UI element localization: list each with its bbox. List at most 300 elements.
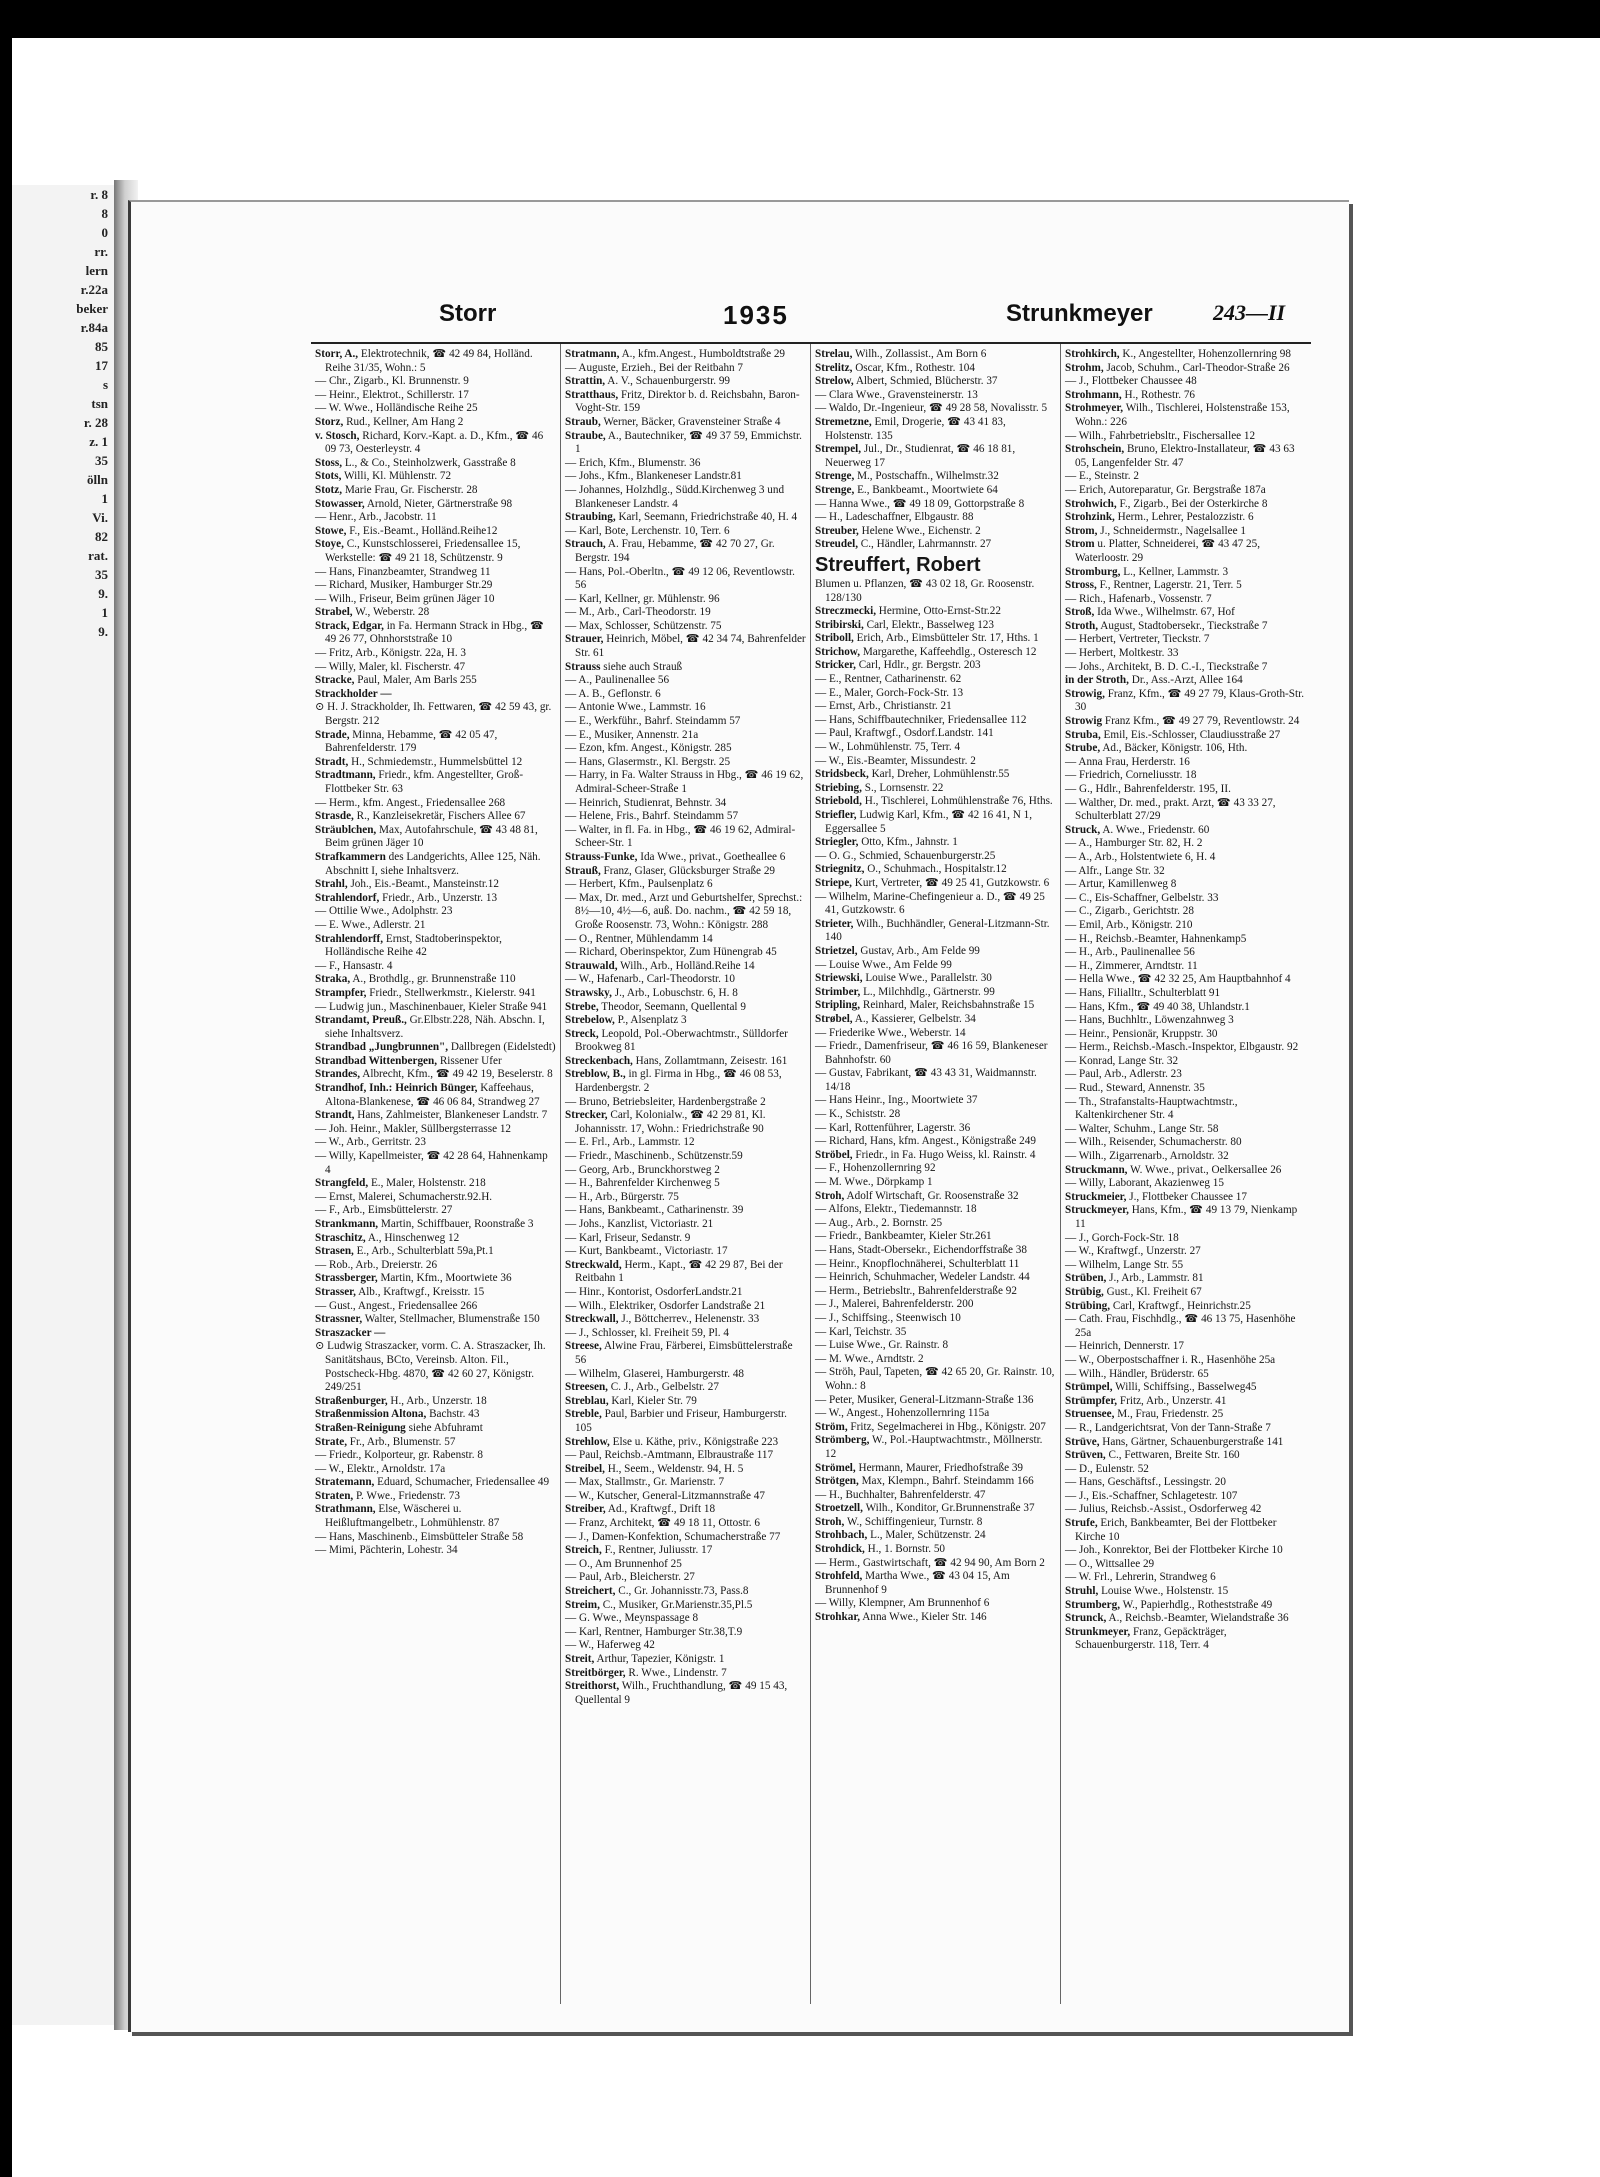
entry-text: — Friederike Wwe., Weberstr. 14 [815,1026,966,1039]
directory-entry [815,1312,1056,1326]
directory-entry [315,973,556,987]
entry-text: — Hans, Bankbeamt., Catharinenstr. 39 [565,1204,744,1217]
directory-entry [1065,566,1307,580]
entry-name: Strehlow, [565,1435,610,1448]
directory-entry [565,933,806,947]
entry-text: — Cath. Frau, Fischhdlg., ☎ 46 13 75, Hasenhöhe 25a [1065,1313,1296,1339]
directory-entry [315,593,556,607]
directory-entry [815,1190,1056,1204]
directory-entry [815,1597,1056,1611]
entry-text: Reinhard, Maler, Reichsbahnstraße 15 [862,999,1035,1012]
entry-name: Stroth, [1065,619,1099,632]
entry-name: Strietzel, [815,944,858,957]
entry-name: Strohkar, [815,1611,861,1624]
entry-name: Strauer, [565,633,604,646]
entry-text: — Karl, Rottenführer, Lagerstr. 36 [815,1121,971,1134]
directory-entry [1065,824,1307,838]
directory-entry [815,836,1056,850]
entry-text: — Erich, Autoreparatur, Gr. Bergstraße 187a [1065,483,1266,496]
entry-name: Stracke, [315,674,355,687]
entry-text: W., Pol.-Hauptwachtmstr., Möllnerstr. 12 [825,1434,1043,1460]
entry-text: Elektrotechnik, ☎ 42 49 84, Holländ. Reihe 31/35, Wohn.: 5 [325,348,533,374]
directory-entry [565,1245,806,1259]
directory-entry [1065,362,1307,376]
entry-text: — H., Buchhalter, Bahrenfelderstr. 47 [815,1488,986,1501]
entry-name: Stoss, [315,456,343,469]
directory-entry [815,402,1056,416]
directory-entry [1065,1245,1307,1259]
entry-text: Willi, Schiffsing., Basselweg45 [1115,1381,1257,1394]
entry-text: A., Kassierer, Gelbelstr. 34 [854,1012,976,1025]
entry-text: — Wilh., Händler, Brüderstr. 65 [1065,1367,1209,1380]
directory-entry [565,1626,806,1640]
entry-text: siehe auch Strauß [603,660,683,673]
directory-entry [815,1407,1056,1421]
directory-entry [1065,647,1307,661]
entry-name: Strelau, [815,348,853,360]
directory-entry [315,1245,556,1259]
directory-entry [315,1191,556,1205]
entry-text: — Bruno, Betriebsleiter, Hardenbergstraße 2 [565,1095,766,1108]
directory-entry [1065,1503,1307,1517]
entry-text: in Fa. Hermann Strack in Hbg., ☎ 49 26 77, Ohnhorststraße 10 [325,619,544,646]
directory-entry [815,1434,1056,1461]
directory-entry [815,1394,1056,1408]
directory-entry [315,688,556,702]
entry-text: C., Musiker, Gr.Marienstr.35,Pl.5 [602,1598,753,1611]
directory-entry [315,525,556,539]
entry-name: Ström, [815,1420,848,1433]
directory-entry [1065,1558,1307,1572]
entry-name: Striboll, [815,632,854,645]
directory-entry [1065,1381,1307,1395]
entry-text: — H., Bahrenfelder Kirchenweg 5 [565,1177,720,1190]
directory-entry [565,1408,806,1435]
entry-text: P., Alsenplatz 3 [617,1014,687,1027]
entry-text: Fritz, Arb., Unzerstr. 41 [1119,1394,1227,1407]
directory-entry [565,1449,806,1463]
prev-page-fragment: 8 [101,206,108,221]
directory-entry [315,375,556,389]
directory-entry [815,578,1056,605]
entry-name: Straschitz, [315,1231,366,1244]
entry-text: — H., Ladeschaffner, Elbgaustr. 88 [815,511,974,524]
directory-entry [315,416,556,430]
directory-entry [565,1680,806,1707]
entry-text: A., Reichsb.-Beamter, Wielandstraße 36 [1108,1612,1289,1625]
entry-name: Streczmecki, [815,605,876,618]
directory-entry [565,348,806,362]
directory-entry [315,1395,556,1409]
prev-page-fragment: lern [85,263,108,278]
page-number: 243—II [1213,300,1286,325]
directory-entry [565,362,806,376]
entry-text: — Friedr., Damenfriseur, ☎ 46 16 59, Blankeneser Bahnhofstr. 60 [815,1040,1048,1066]
directory-entry [565,892,806,933]
directory-entry [315,1503,556,1530]
entry-text: — Th., Strafanstalts-Hauptwachtmstr., Kaltenkirchener Str. 4 [1065,1095,1238,1122]
entry-text: — F., Hansastr. 4 [315,959,393,972]
entry-text: A., kfm.Angest., Humboldtstraße 29 [621,348,786,360]
directory-entry [1065,1082,1307,1096]
directory-entry [315,1449,556,1463]
directory-entry [1065,1626,1307,1653]
directory-entry [1065,1150,1307,1164]
entry-name: Stratthaus, [565,388,619,401]
entry-text: — W., Oberpostschaffner i. R., Hasenhöhe 25a [1065,1353,1276,1366]
directory-entry [315,1232,556,1246]
entry-name: Strüven, [1065,1449,1106,1462]
entry-text: Alwine Frau, Färberei, Eimsbüttelerstraße 56 [575,1340,793,1366]
entry-text: — O., Wittsallee 29 [1065,1557,1155,1570]
entry-name: Strüben, [1065,1272,1107,1285]
entry-text: — Richard, Hans, kfm. Angest., Königstraße 249 [815,1135,1036,1148]
entry-text: Franz, Glaser, Glücksburger Straße 29 [603,864,776,877]
entry-name: Strohwich, [1065,497,1117,510]
directory-entry [315,389,556,403]
directory-entry [1065,1001,1307,1015]
directory-entry [1065,987,1307,1001]
entry-text: L., Milchhdlg., Gärtnerstr. 99 [863,985,995,998]
entry-text: — Johannes, Holzhdlg., Südd.Kirchenweg 3 und Blankeneser Landstr. 4 [565,483,785,510]
entry-name: Strafkammern [315,850,386,863]
entry-text: Helene Wwe., Eichenstr. 2 [861,524,981,537]
directory-entry [315,1286,556,1300]
entry-name: Strackholder — [315,687,392,700]
entry-text: Karl, Dreher, Lohmühlenstr.55 [871,768,1010,781]
entry-text: Hans, Zollamtmann, Zeisestr. 161 [635,1054,788,1067]
entry-text: Marie Frau, Gr. Fischerstr. 28 [344,483,478,496]
entry-text: — Emil, Arb., Königstr. 210 [1065,918,1193,931]
entry-text: — Johs., Kanzlist, Victoriastr. 21 [565,1218,714,1230]
entry-text: O., Schuhmach., Hospitalstr.12 [867,863,1007,876]
entry-text: Herm., Lehrer, Pestalozzistr. 6 [1117,511,1254,524]
entry-text: — Hans, Finanzbeamter, Strandweg 11 [315,565,491,578]
directory-entry [315,1313,556,1327]
directory-entry [815,1040,1056,1067]
directory-entry [815,850,1056,864]
entry-name: Strempel, [815,443,862,456]
entry-text: — Rob., Arb., Dreierstr. 26 [315,1258,438,1271]
entry-text: Eduard, Schumacher, Friedensallee 49 [377,1476,550,1489]
entry-name: Stratmann, [565,348,620,360]
directory-entry [565,661,806,675]
entry-text: — W., Arb., Gerritstr. 23 [315,1136,426,1149]
entry-name: Straub, [565,415,601,428]
entry-text: — G. Wwe., Meynspassage 8 [565,1612,699,1625]
directory-entry [1065,1300,1307,1314]
entry-text: — W., Kutscher, General-Litzmannstraße 47 [565,1489,765,1502]
directory-entry [1065,729,1307,743]
entry-text: Ludwig Karl, Kfm., ☎ 42 16 41, N 1, Eggersallee 5 [825,809,1033,835]
entry-text: F., Eis.-Beamt., Holländ.Reihe12 [349,524,498,537]
entry-name: Strumberg, [1065,1598,1120,1611]
directory-entry [565,1558,806,1572]
directory-entry [1065,633,1307,647]
prev-page-fragment: r. 8 [90,187,108,202]
entry-text: J., Arb., Lobuschstr. 6, H. 8 [614,986,738,999]
directory-entry [315,1150,556,1177]
entry-name: Strankmann, [315,1218,379,1230]
entry-text: — Ernst, Malerei, Schumacherstr.92.H. [315,1190,493,1203]
entry-text: M., Postschaffn., Wilhelmstr.32 [857,470,999,483]
entry-name: Streesen, [565,1381,608,1394]
entry-text: ⊙ Ludwig Straszacker, vorm. C. A. Straszacker, Ih. Sanitätshaus, BCto, Vereinsb. Alton. Fil., Postscheck-Hbg. 4870, ☎ 42 60 27, Königstr. 249/251 [315,1340,546,1394]
entry-text: — Wilh., Reisender, Schumacherstr. 80 [1065,1136,1242,1149]
entry-text: Franz Kfm., ☎ 49 27 79, Reventlowstr. 24 [1104,715,1300,728]
entry-text: des Landgerichts, Allee 125, Näh. Abschnitt I, siehe Inhaltsverz. [325,850,541,877]
entry-text: Paul, Maler, Am Barls 255 [357,674,477,687]
entry-text: — Walter, in fl. Fa. in Hbg., ☎ 46 19 62, Admiral-Scheer-Str. 1 [565,823,796,850]
entry-text: Friedr., Stellwerkmstr., Kielerstr. 941 [369,986,536,999]
directory-entry [565,729,806,743]
directory-entry [1065,1354,1307,1368]
directory-entry [315,851,556,878]
entry-name: Straßenmission Altona, [315,1408,427,1421]
entry-text: — Rud., Steward, Annenstr. 35 [1065,1082,1205,1095]
entry-text: — M. Wwe., Arndtstr. 2 [815,1352,924,1365]
directory-entry [565,1490,806,1504]
directory-entry [315,810,556,824]
entry-name: Strufe, [1065,1517,1098,1530]
entry-name: Stoye, [315,538,344,551]
entry-text: A., Bautechniker, ☎ 49 37 59, Emmichstr. 1 [575,429,802,456]
entry-text: — Henr., Arb., Jacobstr. 11 [315,511,437,524]
directory-entry [815,1421,1056,1435]
entry-name: Strathmann, [315,1503,376,1516]
directory-entry [1065,1476,1307,1490]
entry-text: — W., Lohmühlenstr. 75, Terr. 4 [815,741,961,754]
directory-entry [565,1327,806,1341]
directory-entry [815,1094,1056,1108]
entry-text: Albrecht, Kfm., ☎ 49 42 19, Beselerstr. 8 [362,1068,553,1081]
entry-name: Stroh, [815,1515,845,1528]
entry-name: Strandbad „Jungbrunnen", [315,1041,449,1054]
entry-name: Strasde, [315,810,354,823]
entry-text: Joh., Eis.-Beamt., Mansteinstr.12 [350,878,499,891]
entry-text: — Rich., Hafenarb., Vossenstr. 7 [1065,592,1212,605]
entry-text: — K., Schiststr. 28 [815,1108,901,1121]
entry-name: Struckmeier, [1065,1190,1127,1203]
entry-name: Strate, [315,1435,347,1448]
entry-name: Streck, [565,1027,599,1040]
directory-entry [815,1067,1056,1094]
directory-entry [815,782,1056,796]
directory-entry [565,1028,806,1055]
entry-text: Albert, Schmied, Blücherstr. 37 [855,375,998,388]
entry-name: Straßenburger, [315,1394,388,1407]
directory-entry [315,1177,556,1191]
entry-text: H., Rothestr. 76 [1124,388,1196,401]
entry-name: Strunkmeyer, [1065,1625,1131,1638]
entry-text: — Ezon, kfm. Angest., Königstr. 285 [565,742,732,755]
entry-text: Franz, Gepäckträger, Schauenburgerstr. 118, Terr. 4 [1075,1625,1227,1652]
directory-entry [1065,538,1307,565]
directory-entry [315,1109,556,1123]
directory-entry [815,1339,1056,1353]
entry-text: Dallbregen (Eidelstedt) [450,1041,556,1054]
directory-entry [815,416,1056,443]
entry-name: Strack, Edgar, [315,619,384,632]
entry-text: — Herbert, Vertreter, Tieckstr. 7 [1065,633,1210,646]
entry-text: ⊙ H. J. Strackholder, Ih. Fettwaren, ☎ 42 59 43, gr. Bergstr. 212 [315,701,552,728]
entry-name: Strohbach, [815,1529,868,1542]
entry-text: — Willy, Klempner, Am Brunnenhof 6 [815,1597,990,1610]
directory-entry [565,470,806,484]
header-first-entry: Storr [439,300,497,327]
directory-entry [815,1502,1056,1516]
directory-entry [1065,933,1307,947]
entry-text: u. Platter, Schneiderei, ☎ 43 47 25, Waterloostr. 29 [1075,538,1261,564]
entry-text: — Hans, Stadt-Obersekr., Eichendorffstraße 38 [815,1244,1027,1256]
directory-entry [565,593,806,607]
entry-name: Stowe, [315,524,347,537]
entry-name: Striepe, [815,876,852,889]
directory-entry [1065,1599,1307,1613]
entry-text: Bachstr. 43 [429,1408,480,1421]
entry-text: Jacob, Schuhm., Carl-Theodor-Straße 26 [1106,361,1290,374]
entry-text: — O., Rentner, Mühlendamm 14 [565,932,713,945]
entry-name: Strauch, [565,538,606,551]
directory-entry [315,538,556,565]
entry-text: — Wilh., Friseur, Beim grünen Jäger 10 [315,592,495,605]
entry-text: — Wilhelm, Lange Str. 55 [1065,1258,1184,1271]
entry-name: Stridsbeck, [815,768,869,781]
entry-text: R. Wwe., Lindenstr. 7 [628,1666,727,1679]
entry-text: J., Arb., Lammstr. 81 [1109,1272,1204,1285]
entry-name: Straubing, [565,511,616,524]
entry-name: Struensee, [1065,1408,1115,1421]
directory-entry [565,769,806,796]
entry-name: Strüve, [1065,1435,1100,1448]
entry-text: — Willy, Laborant, Akazienweg 15 [1065,1177,1224,1190]
entry-text: H., Arb., Unzerstr. 18 [390,1394,487,1407]
entry-text: L., & Co., Steinholzwerk, Gasstraße 8 [344,456,516,469]
entry-text: — Wilh., Fahrbetriebsltr., Fischersallee 12 [1065,429,1256,442]
directory-entry [565,1313,806,1327]
directory-entry [815,768,1056,782]
directory-entry [1065,973,1307,987]
entry-name: Streckenbach, [565,1054,633,1067]
entry-text: — Herm., Reichsb.-Masch.-Inspektor, Elbgaustr. 92 [1065,1041,1299,1054]
entry-name: Strowig [1065,715,1103,728]
entry-name: Stots, [315,470,342,483]
entry-name: Streiber, [565,1503,606,1516]
entry-text: Louise Wwe., Holstenstr. 15 [1101,1585,1229,1598]
directory-entry [315,1300,556,1314]
directory-entry [315,1136,556,1150]
entry-name: Strandes, [315,1068,361,1081]
entry-text: Margarethe, Kaffeehdlg., Osteresch 12 [862,645,1037,658]
entry-name: Strümpfer, [1065,1394,1118,1407]
directory-entry [815,891,1056,918]
entry-text: — Hella Wwe., ☎ 42 32 25, Am Hauptbahnhof 4 [1065,973,1291,986]
header-last-entry: Strunkmeyer [1006,300,1153,327]
directory-entry [1065,389,1307,403]
directory-entry [1065,688,1307,715]
directory-entry [315,1055,556,1069]
directory-entry [565,1136,806,1150]
entry-text: — Walther, Dr. med., prakt. Arzt, ☎ 43 33 27, Schulterblatt 27/29 [1065,796,1276,823]
entry-text: Wilh., Zollassist., Am Born 6 [855,348,987,360]
entry-text: — Paul, Arb., Bleicherstr. 27 [565,1571,695,1584]
entry-text: J., Schneidermstr., Nagelsallee 1 [1100,524,1246,537]
entry-name: Strattin, [565,375,606,388]
column-4 [1061,344,1311,2004]
directory-entry [565,1001,806,1015]
directory-entry [815,1176,1056,1190]
directory-entry [565,430,806,457]
directory-entry [815,1027,1056,1041]
entry-text: Friedr., in Fa. Hugo Weiss, kl. Rainstr. 4 [855,1148,1036,1161]
entry-text: Karl, Kieler Str. 79 [611,1394,697,1407]
entry-text: Willi, Kl. Mühlenstr. 72 [344,470,452,483]
entry-name: Streim, [565,1598,600,1611]
prev-page-fragment: 9. [98,624,108,639]
directory-entry [815,1244,1056,1258]
directory-entry [1065,1368,1307,1382]
directory-entry [815,659,1056,673]
entry-text: — Hans, Maschinenb., Eimsbütteler Straße 58 [315,1530,524,1543]
entry-name: Streithorst, [565,1680,620,1693]
directory-entry [1065,1313,1307,1340]
entry-text: — Hanna Wwe., ☎ 49 18 09, Gottorpstraße 8 [815,497,1025,510]
scan-border-top [0,0,1600,38]
directory-entry [565,1612,806,1626]
entry-text: A. V., Schauenburgerstr. 99 [607,375,731,388]
entry-name: Strasser, [315,1285,356,1298]
entry-text: Theodor, Seemann, Quellental 9 [601,1000,746,1013]
entry-text: Gr.Elbstr.228, Näh. Abschn. I, siehe Inhaltsverz. [325,1014,545,1040]
entry-text: P. Wwe., Friedenstr. 73 [356,1489,460,1502]
entry-name: Straszacker — [315,1326,386,1339]
directory-entry [315,579,556,593]
directory-entry [565,674,806,688]
directory-entry [565,688,806,702]
prev-page-fragment: 0 [101,225,108,240]
entry-text: — Heinrich, Schuhmacher, Wedeler Landstr. 44 [815,1271,1030,1284]
entry-name: Strömberg, [815,1434,870,1447]
entry-text: Fritz, Segelmacherei in Hbg., Königstr. 207 [850,1420,1046,1433]
entry-text: — Max, Schlosser, Schützenstr. 75 [565,619,722,632]
directory-entry [815,1217,1056,1231]
directory-entry [815,362,1056,376]
entry-text: — H., Reichsb.-Beamter, Hahnenkamp5 [1065,932,1247,945]
entry-text: — Antonie Wwe., Lammstr. 16 [565,701,706,714]
directory-entry [1065,525,1307,539]
entry-text: — Clara Wwe., Gravensteinerstr. 13 [815,388,978,401]
entry-name: Streich, [565,1544,602,1557]
directory-entry [1065,946,1307,960]
entry-text: — W., Elektr., Arnoldstr. 17a [315,1462,446,1475]
directory-entry [315,1490,556,1504]
directory-entry [1065,674,1307,688]
entry-text: Ida Wwe., Wilhelmstr. 67, Hof [1097,606,1235,619]
entry-text: Else, Wäscherei u. Heißluftmangelbetr., Lohmühlenstr. 87 [325,1503,500,1530]
entry-text: C., Gr. Johannisstr.73, Pass.8 [618,1585,749,1598]
entry-text: — Richard, Oberinspektor, Zum Hünengrab 45 [565,946,777,959]
entry-text: — W., Angest., Hohenzollernring 115a [815,1407,990,1420]
entry-name: Streckwall, [565,1313,619,1326]
directory-entry [815,1285,1056,1299]
entry-text: L., Kellner, Lammstr. 3 [1123,565,1229,578]
entry-text: — Waldo, Dr.-Ingenieur, ☎ 49 28 58, Novalisstr. 5 [815,402,1048,415]
entry-name: Strömel, [815,1461,856,1474]
entry-text: Erich, Arb., Eimsbütteler Str. 17, Hths. 1 [856,632,1039,645]
entry-name: v. Stosch, [315,429,360,442]
directory-entry [815,1557,1056,1571]
directory-entry [815,1013,1056,1027]
